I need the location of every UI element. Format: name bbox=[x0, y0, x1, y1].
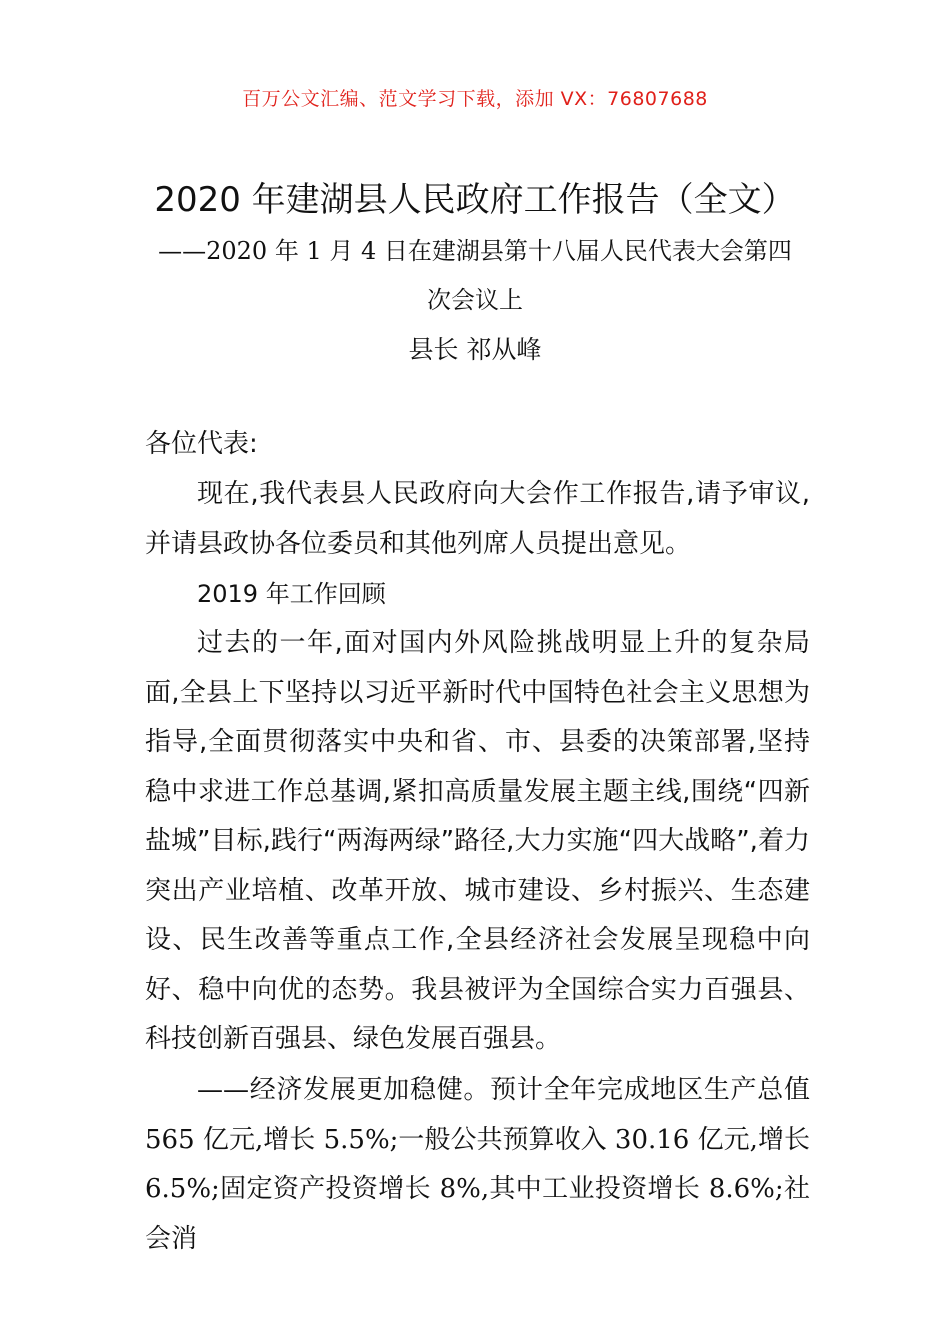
paragraph-review: 过去的一年,面对国内外风险挑战明显上升的复杂局面,全县上下坚持以习近平新时代中国特色社会主义思想为指导,全面贯彻落实中央和省、市、县委的决策部署,坚持稳中求进工作总基调,紧扣高质量发展主题主线,围绕“四新盐城”目标,践行“两海两绿”路径,大力实施“四大战略”,着力突出产业培植、改革开放、城市建设、乡村振兴、生态建设、民生改善等重点工作,全县经济社会发展呈现稳中向好、稳中向优的态势。我县被评为全国综合实力百强县、科技创新百强县、绿色发展百强县。 bbox=[145, 628, 810, 1054]
document-title: 2020 年建湖县人民政府工作报告（全文） bbox=[154, 180, 796, 220]
salutation: 各位代表: bbox=[145, 429, 258, 459]
section-heading: 2019 年工作回顾 bbox=[197, 580, 386, 608]
document-subtitle-line2: 次会议上 bbox=[427, 286, 523, 314]
download-banner: 百万公文汇编、范文学习下载，添加 VX：76807688 bbox=[242, 88, 708, 110]
document-subtitle-line1: ——2020 年 1 月 4 日在建湖县第十八届人民代表大会第四 bbox=[158, 237, 792, 265]
paragraph-economy: ——经济发展更加稳健。预计全年完成地区生产总值 565 亿元,增长 5.5%;一般公共预算收入 30.16 亿元,增长 6.5%;固定资产投资增长 8%,其中工业投资增长 8.6%;社会消 bbox=[145, 1075, 810, 1254]
document-author: 县长 祁从峰 bbox=[408, 335, 542, 364]
paragraph-intro: 现在,我代表县人民政府向大会作工作报告,请予审议,并请县政协各位委员和其他列席人员提出意见。 bbox=[145, 479, 810, 559]
